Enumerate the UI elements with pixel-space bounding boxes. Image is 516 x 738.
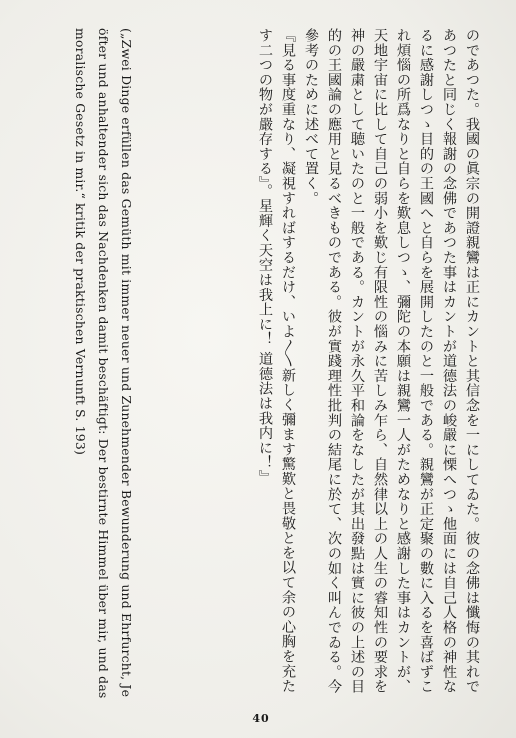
japanese-text-block [138, 28, 483, 708]
paragraph-quote-japanese: 『見る事度重なり、凝視すればするだけ、いよ〳〵新しく彌ます驚歎と畏敬とを以て余の心胸を充たす二つの物が嚴存する』。星輝く天空は我上に！ 道德法は我内に！』 [257, 28, 296, 694]
german-quote: („Zwei Dinge erfüllen das Gemüth mit immer neuer und Zunehmender Bewunderung und Ehrfurcht, Je öfter und anhaltender sich das Nachdenken damit beschäftigt: Der bestirnte Himmel über mir, und das moralische Gesetz in mir.“ kritik der praktischen Vernunft S. 193) [73, 28, 134, 699]
paragraph-kant-shinran: のであつた。我國の眞宗の開證親鸞は正にカントと其信念を一にしてゐた。彼の念佛は懺悔の其れであつたと同じく報謝の念佛であつた事はカントが道德法の峻嚴に慄へつゝ他面には自己人格の神性なるに感謝しつゝ目的の王國へと自らを展開したのと一般である。親鸞が正定聚の數に入るを喜ばずこれ煩惱の所爲なりと自らを歎息しつゝ、彌陀の本願は親鸞一人がためなりと感謝した事はカントが、天地宇宙に比して自己の弱小を歎じ有限性の惱みに苦しみ乍ら、自然律以上の人生の睿知性の要求を神の嚴粛として聴いたのと一般である。カントが永久平和論をなしたが其出發點は實に彼の上述の目的の王國論の應用と見るべきものである。彼が實踐理性批判の結尾に於て、次の如く叫んでゐる。今參考のために述べて置く。 [303, 28, 480, 694]
page-number: 40 [252, 712, 270, 725]
german-quote-block [20, 28, 138, 708]
